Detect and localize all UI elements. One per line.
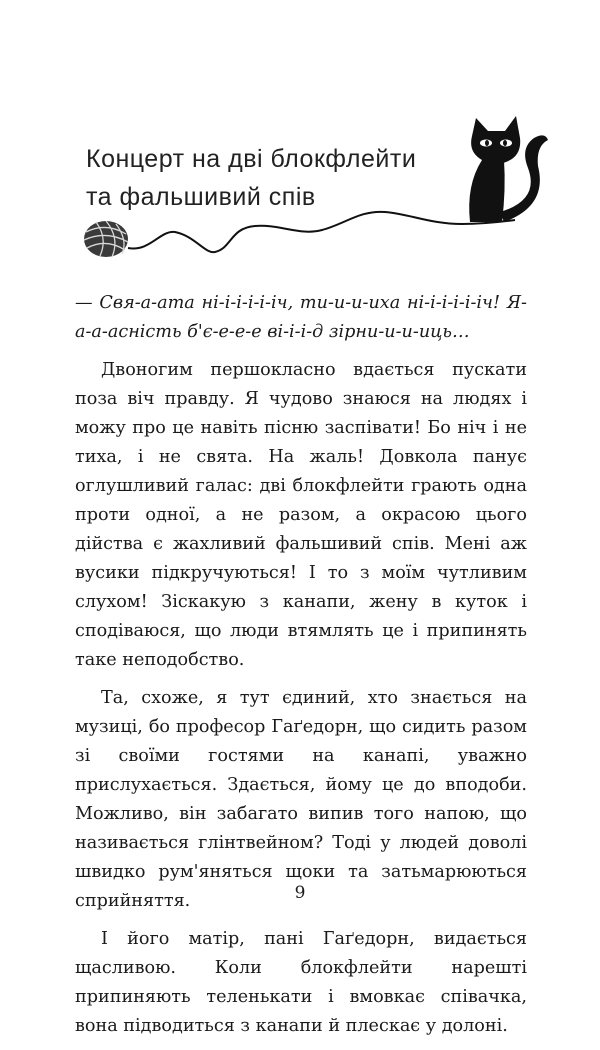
yarn-thread xyxy=(128,212,515,252)
paragraph: Та, схоже, я тут єдиний, хто знається на музиці, бо професор Гаґедорн, що сидить разом зі своїми гостями на канапі, уважно прислухається. Здається, йому це до вподоби. Можливо, він забагато випив того напою, що називається глінтвейном? Тоді у людей доволі швидко рум'яняться щоки та затьмарюються сприйняття. xyxy=(75,688,527,911)
chapter-title-line-1: Концерт на дві блокфлейти xyxy=(86,145,417,173)
yarn-ball-icon xyxy=(84,221,128,257)
black-cat-icon xyxy=(469,116,548,222)
chapter-title xyxy=(86,140,416,216)
paragraph: І його матір, пані Гаґедорн, видається щасливою. Коли блокфлейти нарешті припиняють теленькати і вмовкає співачка, вона підводиться з канапи й плескає у долоні. xyxy=(75,929,527,1036)
paragraph: Двоногим першокласно вдається пускати поза віч правду. Я чудово знаюся на людях і можу про це навіть пісню заспівати! Бо ніч і не тиха, і не свята. На жаль! Довкола панує оглушливий галас: дві блокфлейти грають одна проти одної, а не разом, а окрасою цього дійства є жахливий фальшивий спів. Мені аж вусики підкручуються! І то з моїм чутливим слухом! Зіскакую з канапи, жену в куток і сподіваюся, що люди втямлять це і припинять таке неподобство. xyxy=(75,360,527,670)
page-number: 9 xyxy=(294,883,306,903)
body-text xyxy=(75,289,527,1050)
chapter-title-line-2: та фальшивий спів xyxy=(86,183,316,211)
paragraph-song: — Свя-а-ата ні-і-і-і-і-іч, ти-и-и-иха ні-і-і-і-і-іч! Я-а-а-асність б'є-е-е-е ві-і-і-д зірни-и-и-иць… xyxy=(75,293,527,342)
